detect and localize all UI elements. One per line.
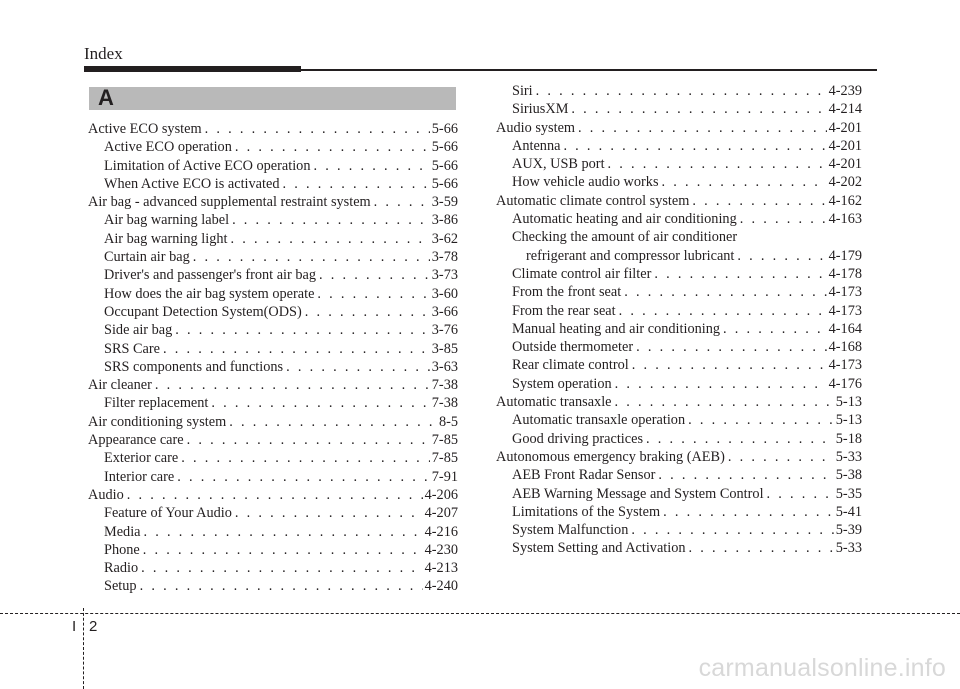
index-entry-label: Rear climate control bbox=[512, 357, 629, 374]
dot-leader bbox=[184, 431, 430, 449]
dot-leader bbox=[232, 138, 430, 156]
index-entry-label: When Active ECO is activated bbox=[104, 175, 280, 192]
index-entry bbox=[496, 430, 862, 448]
dot-leader bbox=[316, 266, 430, 284]
index-entry-label: Active ECO operation bbox=[104, 139, 232, 156]
dot-leader bbox=[178, 449, 430, 467]
index-entry-page: 7-85 bbox=[431, 432, 458, 449]
index-entry bbox=[496, 283, 862, 301]
index-entry-label: Outside thermometer bbox=[512, 339, 634, 356]
index-entry bbox=[496, 320, 862, 338]
index-entry-label: Automatic transaxle bbox=[496, 394, 612, 411]
index-entry-page: 4-239 bbox=[828, 83, 862, 99]
index-entry bbox=[88, 486, 458, 504]
index-entry-page: 5-66 bbox=[431, 121, 458, 137]
index-entry bbox=[496, 485, 862, 503]
index-entry-label: Filter replacement bbox=[104, 395, 209, 412]
dot-leader bbox=[737, 210, 827, 228]
index-entry-label: AEB Front Radar Sensor bbox=[512, 467, 656, 484]
index-entry-page: 4-173 bbox=[828, 302, 862, 319]
index-entry bbox=[496, 448, 862, 466]
dot-leader bbox=[605, 155, 827, 173]
index-entry-label: System Setting and Activation bbox=[512, 540, 686, 557]
index-entry-label: How does the air bag system operate bbox=[104, 285, 315, 302]
footer-divider bbox=[0, 613, 960, 614]
index-entry bbox=[496, 119, 862, 137]
dot-leader bbox=[629, 356, 827, 374]
index-entry bbox=[88, 266, 458, 284]
index-entry-label: AUX, USB port bbox=[512, 156, 605, 173]
dot-leader bbox=[160, 340, 430, 358]
dot-leader bbox=[141, 523, 423, 541]
dot-leader bbox=[734, 247, 826, 265]
section-letter: A bbox=[98, 85, 114, 110]
index-entry bbox=[88, 340, 458, 358]
index-entry-label: Automatic climate control system bbox=[496, 192, 690, 209]
index-entry-page: 3-76 bbox=[431, 322, 458, 339]
index-entry bbox=[496, 393, 862, 411]
index-entry-page: 5-33 bbox=[835, 540, 862, 557]
index-entry bbox=[88, 577, 458, 595]
dot-leader bbox=[371, 193, 430, 211]
index-entry-label: Limitations of the System bbox=[512, 503, 661, 520]
dot-leader bbox=[232, 504, 423, 522]
dot-leader bbox=[172, 321, 429, 339]
index-entry-label: Air bag - advanced supplemental restraint system bbox=[88, 194, 371, 211]
index-entry-label: Phone bbox=[104, 541, 140, 558]
index-entry-label: Air cleaner bbox=[88, 377, 152, 394]
header-rule-thin bbox=[301, 69, 877, 71]
index-entry bbox=[496, 247, 862, 265]
dot-leader bbox=[314, 285, 429, 303]
index-entry-label: Air bag warning label bbox=[104, 212, 230, 229]
index-entry-page: 5-18 bbox=[835, 430, 862, 447]
index-entry-page: 3-85 bbox=[431, 340, 458, 357]
dot-leader bbox=[612, 393, 834, 411]
dot-leader bbox=[560, 137, 826, 155]
index-entry-page: 4-201 bbox=[828, 156, 862, 173]
index-entry bbox=[88, 303, 458, 321]
dot-leader bbox=[628, 521, 833, 539]
index-entry-page: 5-66 bbox=[431, 175, 458, 192]
index-entry bbox=[88, 449, 458, 467]
index-entry bbox=[88, 541, 458, 559]
dot-leader bbox=[633, 338, 827, 356]
index-entry-page: 3-60 bbox=[431, 285, 458, 302]
index-entry-label: Manual heating and air conditioning bbox=[512, 320, 721, 337]
index-entry bbox=[88, 413, 458, 431]
index-entry bbox=[88, 120, 458, 138]
index-entry-page: 5-13 bbox=[835, 394, 862, 411]
dot-leader bbox=[651, 265, 826, 283]
index-entry bbox=[88, 193, 458, 211]
index-entry-label: How vehicle audio works bbox=[512, 174, 659, 191]
index-entry bbox=[496, 82, 862, 100]
index-entry-page: 4-173 bbox=[828, 284, 862, 301]
index-entry bbox=[496, 228, 862, 246]
page-number: 2 bbox=[89, 618, 98, 635]
section-header-box bbox=[89, 87, 456, 110]
index-entry-page: 4-162 bbox=[828, 192, 862, 209]
dot-leader bbox=[720, 320, 827, 338]
index-entry bbox=[496, 137, 862, 155]
index-entry-page: 4-179 bbox=[828, 247, 862, 264]
header-rule-thick bbox=[84, 66, 301, 72]
dot-leader bbox=[764, 485, 834, 503]
index-entry-label: Curtain air bag bbox=[104, 249, 190, 266]
index-entry bbox=[88, 468, 458, 486]
index-entry bbox=[88, 230, 458, 248]
index-entry bbox=[496, 503, 862, 521]
index-entry-page: 3-63 bbox=[431, 358, 458, 375]
dot-leader bbox=[138, 559, 422, 577]
index-entry-label: From the rear seat bbox=[512, 302, 616, 319]
index-column-left bbox=[88, 120, 458, 596]
dot-leader bbox=[685, 411, 834, 429]
index-entry bbox=[88, 431, 458, 449]
index-entry-page: 5-33 bbox=[835, 448, 862, 465]
dot-leader bbox=[152, 376, 430, 394]
index-entry bbox=[88, 394, 458, 412]
index-entry-label: Siri bbox=[512, 83, 533, 99]
index-entry bbox=[496, 265, 862, 283]
dot-leader bbox=[190, 248, 430, 266]
dot-leader bbox=[612, 375, 827, 393]
index-column-right bbox=[496, 82, 862, 558]
index-entry-page: 7-38 bbox=[431, 377, 458, 394]
page-title: Index bbox=[84, 44, 123, 63]
index-entry bbox=[88, 559, 458, 577]
index-entry-label: Air conditioning system bbox=[88, 413, 227, 430]
index-entry bbox=[496, 375, 862, 393]
index-entry-page: 4-201 bbox=[828, 119, 862, 136]
index-entry bbox=[496, 192, 862, 210]
page-section-letter: I bbox=[72, 618, 77, 635]
index-entry-label: Radio bbox=[104, 560, 139, 577]
index-entry-label: Limitation of Active ECO operation bbox=[104, 157, 311, 174]
dot-leader bbox=[229, 211, 430, 229]
watermark-text: carmanualsonline.info bbox=[698, 654, 946, 682]
dot-leader bbox=[310, 157, 429, 175]
index-entry bbox=[496, 338, 862, 356]
index-entry bbox=[496, 356, 862, 374]
index-entry bbox=[88, 376, 458, 394]
dot-leader bbox=[137, 577, 423, 595]
dot-leader bbox=[202, 120, 430, 138]
dot-leader bbox=[616, 302, 827, 320]
index-entry bbox=[88, 504, 458, 522]
index-entry-page: 3-78 bbox=[431, 249, 458, 266]
index-entry-page: 8-5 bbox=[438, 413, 458, 430]
dot-leader bbox=[621, 283, 826, 301]
index-entry-page: 5-38 bbox=[835, 467, 862, 484]
index-entry-label: SRS Care bbox=[104, 340, 161, 357]
index-entry-page: 5-35 bbox=[835, 485, 862, 502]
index-entry bbox=[88, 157, 458, 175]
dot-leader bbox=[226, 413, 437, 431]
index-entry-page: 4-213 bbox=[424, 560, 458, 577]
index-entry-page: 7-38 bbox=[431, 395, 458, 412]
index-entry-page: 4-201 bbox=[828, 137, 862, 154]
dot-leader bbox=[643, 430, 834, 448]
dot-leader bbox=[279, 175, 429, 193]
index-entry-page: 4-178 bbox=[828, 265, 862, 282]
index-entry-label: Driver's and passenger's front air bag bbox=[104, 267, 316, 284]
index-entry-label: Antenna bbox=[512, 137, 561, 154]
dot-leader bbox=[689, 192, 826, 210]
dot-leader bbox=[228, 230, 430, 248]
index-entry-page: 4-202 bbox=[828, 174, 862, 191]
index-entry bbox=[496, 411, 862, 429]
index-entry bbox=[88, 138, 458, 156]
index-entry-page: 4-214 bbox=[828, 101, 862, 118]
footer-vertical-divider bbox=[83, 608, 84, 689]
index-entry-page: 4-176 bbox=[828, 375, 862, 392]
index-entry-page: 7-91 bbox=[431, 468, 458, 485]
dot-leader bbox=[660, 503, 834, 521]
dot-leader bbox=[575, 119, 827, 137]
index-entry-label: Air bag warning light bbox=[104, 230, 228, 247]
dot-leader bbox=[140, 541, 423, 559]
index-entry-page: 4-163 bbox=[828, 211, 862, 228]
dot-leader bbox=[302, 303, 430, 321]
index-entry bbox=[88, 523, 458, 541]
index-entry-page: 4-230 bbox=[424, 541, 458, 558]
index-entry-label: Media bbox=[104, 523, 141, 540]
index-entry-label: Climate control air filter bbox=[512, 265, 652, 282]
index-entry-label: Setup bbox=[104, 578, 137, 595]
index-entry-label: Autonomous emergency braking (AEB) bbox=[496, 448, 725, 465]
index-entry-page: 3-66 bbox=[431, 303, 458, 320]
index-entry-label: Automatic transaxle operation bbox=[512, 412, 686, 429]
index-entry-label: AEB Warning Message and System Control bbox=[512, 485, 764, 502]
index-entry bbox=[88, 358, 458, 376]
index-entry-page: 3-86 bbox=[431, 212, 458, 229]
index-entry bbox=[496, 210, 862, 228]
dot-leader bbox=[124, 486, 423, 504]
index-entry bbox=[496, 539, 862, 557]
index-entry-page: 5-41 bbox=[835, 503, 862, 520]
index-entry-page: 4-206 bbox=[424, 486, 458, 503]
index-entry-label: Appearance care bbox=[88, 432, 184, 449]
index-entry-page: 5-66 bbox=[431, 157, 458, 174]
dot-leader bbox=[568, 100, 826, 118]
index-entry-page: 5-66 bbox=[431, 139, 458, 156]
index-entry bbox=[88, 175, 458, 193]
index-entry-page: 3-62 bbox=[431, 230, 458, 247]
index-entry-page: 4-216 bbox=[424, 523, 458, 540]
index-entry-label: Automatic heating and air conditioning bbox=[512, 211, 737, 228]
index-entry-label: From the front seat bbox=[512, 284, 622, 301]
index-entry bbox=[88, 211, 458, 229]
index-entry-page: 4-164 bbox=[828, 320, 862, 337]
index-entry-page: 7-85 bbox=[431, 450, 458, 467]
index-entry-page: 4-168 bbox=[828, 339, 862, 356]
index-entry-page: 4-173 bbox=[828, 357, 862, 374]
index-entry-label: refrigerant and compressor lubricant bbox=[526, 247, 735, 264]
index-entry-label: Feature of Your Audio bbox=[104, 505, 232, 522]
index-entry-label: SRS components and functions bbox=[104, 358, 284, 375]
index-entry-label: Exterior care bbox=[104, 450, 179, 467]
index-entry-label: System Malfunction bbox=[512, 522, 629, 539]
index-entry bbox=[88, 248, 458, 266]
index-entry-label: Audio bbox=[88, 486, 124, 503]
dot-leader bbox=[174, 468, 430, 486]
index-entry bbox=[496, 466, 862, 484]
index-entry bbox=[496, 521, 862, 539]
index-entry-page: 5-13 bbox=[835, 412, 862, 429]
dot-leader bbox=[659, 173, 827, 191]
index-entry-label: Audio system bbox=[496, 119, 576, 136]
index-entry bbox=[88, 321, 458, 339]
index-entry-label: Side air bag bbox=[104, 322, 173, 339]
index-entry bbox=[496, 173, 862, 191]
dot-leader bbox=[655, 466, 833, 484]
index-entry bbox=[496, 155, 862, 173]
index-entry-label: Occupant Detection System(ODS) bbox=[104, 303, 302, 320]
index-entry-page: 3-59 bbox=[431, 194, 458, 211]
index-entry bbox=[496, 302, 862, 320]
index-entry-label: Checking the amount of air conditioner bbox=[512, 229, 738, 246]
dot-leader bbox=[533, 82, 827, 100]
index-entry-page: 3-73 bbox=[431, 267, 458, 284]
index-entry-label: Active ECO system bbox=[88, 121, 202, 137]
index-entry-page: 5-39 bbox=[835, 522, 862, 539]
index-entry-page: 4-207 bbox=[424, 505, 458, 522]
dot-leader bbox=[725, 448, 834, 466]
dot-leader bbox=[283, 358, 430, 376]
dot-leader bbox=[686, 539, 834, 557]
index-entry-label: Good driving practices bbox=[512, 430, 644, 447]
index-entry bbox=[496, 100, 862, 118]
index-entry-label: SiriusXM bbox=[512, 101, 569, 118]
dot-leader bbox=[208, 394, 429, 412]
index-entry-label: System operation bbox=[512, 375, 612, 392]
index-entry-label: Interior care bbox=[104, 468, 175, 485]
index-entry bbox=[88, 285, 458, 303]
index-entry-page: 4-240 bbox=[424, 578, 458, 595]
